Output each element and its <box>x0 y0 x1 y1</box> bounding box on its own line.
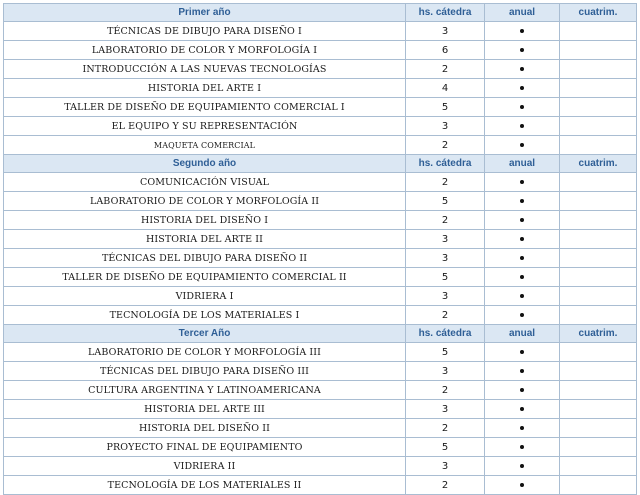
subject-row <box>4 249 637 268</box>
annual-bullet-icon <box>520 218 524 222</box>
subject-row <box>4 343 637 362</box>
subject-row <box>4 438 637 457</box>
annual-bullet-icon <box>520 67 524 71</box>
subject-row <box>4 230 637 249</box>
annual-bullet-icon <box>520 199 524 203</box>
subject-row <box>4 136 637 155</box>
annual-cell <box>485 438 560 457</box>
annual-cell <box>485 476 560 495</box>
subject-row <box>4 381 637 400</box>
subject-name: LABORATORIO DE COLOR Y MORFOLOGÍA I <box>4 41 406 60</box>
subject-hours: 3 <box>406 230 485 249</box>
annual-cell <box>485 192 560 211</box>
year-header-row <box>4 4 637 22</box>
cuatrim-cell <box>560 117 637 136</box>
subject-hours: 2 <box>406 306 485 325</box>
subject-hours: 5 <box>406 98 485 117</box>
annual-bullet-icon <box>520 313 524 317</box>
subject-name: TÉCNICAS DE DIBUJO PARA DISEÑO I <box>4 22 406 41</box>
annual-bullet-icon <box>520 86 524 90</box>
annual-column-header: anual <box>485 155 560 173</box>
subject-row <box>4 306 637 325</box>
annual-bullet-icon <box>520 48 524 52</box>
cuatrim-cell <box>560 306 637 325</box>
subject-name: HISTORIA DEL ARTE III <box>4 400 406 419</box>
annual-cell <box>485 343 560 362</box>
subject-name: HISTORIA DEL DISEÑO II <box>4 419 406 438</box>
year-header-row <box>4 155 637 173</box>
year-title: Primer año <box>4 4 406 22</box>
cuatrim-cell <box>560 381 637 400</box>
subject-name: TALLER DE DISEÑO DE EQUIPAMIENTO COMERCIAL II <box>4 268 406 287</box>
cuatrim-cell <box>560 400 637 419</box>
subject-row <box>4 419 637 438</box>
subject-row <box>4 60 637 79</box>
annual-cell <box>485 211 560 230</box>
cuatrim-cell <box>560 60 637 79</box>
annual-bullet-icon <box>520 369 524 373</box>
subject-hours: 3 <box>406 400 485 419</box>
cuatrim-cell <box>560 22 637 41</box>
annual-bullet-icon <box>520 105 524 109</box>
annual-bullet-icon <box>520 445 524 449</box>
cuatrim-cell <box>560 98 637 117</box>
annual-cell <box>485 249 560 268</box>
annual-cell <box>485 419 560 438</box>
subject-name: TECNOLOGÍA DE LOS MATERIALES I <box>4 306 406 325</box>
hours-column-header: hs. cátedra <box>406 4 485 22</box>
subject-row <box>4 173 637 192</box>
cuatrim-cell <box>560 173 637 192</box>
annual-cell <box>485 136 560 155</box>
subject-row <box>4 79 637 98</box>
annual-bullet-icon <box>520 237 524 241</box>
subject-hours: 2 <box>406 419 485 438</box>
annual-cell <box>485 268 560 287</box>
subject-hours: 5 <box>406 438 485 457</box>
subject-name: TECNOLOGÍA DE LOS MATERIALES II <box>4 476 406 495</box>
cuatrim-cell <box>560 476 637 495</box>
subject-hours: 2 <box>406 60 485 79</box>
subject-row <box>4 362 637 381</box>
cuatrim-cell <box>560 41 637 60</box>
cuatrim-column-header: cuatrim. <box>560 155 637 173</box>
subject-hours: 5 <box>406 268 485 287</box>
annual-bullet-icon <box>520 388 524 392</box>
subject-name: HISTORIA DEL DISEÑO I <box>4 211 406 230</box>
annual-bullet-icon <box>520 256 524 260</box>
subject-hours: 5 <box>406 192 485 211</box>
subject-row <box>4 98 637 117</box>
cuatrim-cell <box>560 79 637 98</box>
annual-bullet-icon <box>520 180 524 184</box>
subject-hours: 2 <box>406 381 485 400</box>
subject-name: LABORATORIO DE COLOR Y MORFOLOGÍA II <box>4 192 406 211</box>
annual-cell <box>485 457 560 476</box>
cuatrim-cell <box>560 362 637 381</box>
subject-row <box>4 287 637 306</box>
cuatrim-cell <box>560 268 637 287</box>
annual-cell <box>485 287 560 306</box>
subject-name: TÉCNICAS DEL DIBUJO PARA DISEÑO III <box>4 362 406 381</box>
subject-name: COMUNICACIÓN VISUAL <box>4 173 406 192</box>
subject-hours: 3 <box>406 362 485 381</box>
cuatrim-cell <box>560 136 637 155</box>
cuatrim-column-header: cuatrim. <box>560 325 637 343</box>
subject-hours: 2 <box>406 476 485 495</box>
subject-row <box>4 117 637 136</box>
annual-cell <box>485 41 560 60</box>
subject-name: TÉCNICAS DEL DIBUJO PARA DISEÑO II <box>4 249 406 268</box>
subject-name: TALLER DE DISEÑO DE EQUIPAMIENTO COMERCIAL I <box>4 98 406 117</box>
annual-cell <box>485 230 560 249</box>
cuatrim-cell <box>560 249 637 268</box>
annual-bullet-icon <box>520 350 524 354</box>
subject-row <box>4 457 637 476</box>
annual-cell <box>485 400 560 419</box>
subject-row <box>4 400 637 419</box>
subject-hours: 5 <box>406 343 485 362</box>
cuatrim-cell <box>560 438 637 457</box>
year-title: Segundo año <box>4 155 406 173</box>
annual-bullet-icon <box>520 294 524 298</box>
subject-hours: 3 <box>406 457 485 476</box>
subject-row <box>4 41 637 60</box>
cuatrim-cell <box>560 343 637 362</box>
annual-cell <box>485 98 560 117</box>
subject-row <box>4 22 637 41</box>
subject-name: PROYECTO FINAL DE EQUIPAMIENTO <box>4 438 406 457</box>
subject-hours: 3 <box>406 249 485 268</box>
cuatrim-column-header: cuatrim. <box>560 4 637 22</box>
curriculum-body <box>4 4 637 495</box>
year-title: Tercer Año <box>4 325 406 343</box>
cuatrim-cell <box>560 230 637 249</box>
cuatrim-cell <box>560 192 637 211</box>
annual-cell <box>485 306 560 325</box>
subject-hours: 2 <box>406 173 485 192</box>
annual-column-header: anual <box>485 4 560 22</box>
subject-name: EL EQUIPO Y SU REPRESENTACIÓN <box>4 117 406 136</box>
annual-bullet-icon <box>520 143 524 147</box>
subject-name: LABORATORIO DE COLOR Y MORFOLOGÍA III <box>4 343 406 362</box>
subject-hours: 4 <box>406 79 485 98</box>
annual-cell <box>485 362 560 381</box>
curriculum-table <box>3 3 637 495</box>
subject-row <box>4 211 637 230</box>
subject-hours: 3 <box>406 22 485 41</box>
annual-cell <box>485 79 560 98</box>
annual-bullet-icon <box>520 29 524 33</box>
annual-cell <box>485 173 560 192</box>
annual-cell <box>485 22 560 41</box>
annual-bullet-icon <box>520 464 524 468</box>
subject-name: VIDRIERA II <box>4 457 406 476</box>
annual-bullet-icon <box>520 124 524 128</box>
hours-column-header: hs. cátedra <box>406 155 485 173</box>
annual-bullet-icon <box>520 275 524 279</box>
subject-name: HISTORIA DEL ARTE II <box>4 230 406 249</box>
subject-hours: 3 <box>406 287 485 306</box>
annual-cell <box>485 60 560 79</box>
subject-hours: 3 <box>406 117 485 136</box>
annual-bullet-icon <box>520 426 524 430</box>
hours-column-header: hs. cátedra <box>406 325 485 343</box>
subject-row <box>4 268 637 287</box>
subject-hours: 6 <box>406 41 485 60</box>
cuatrim-cell <box>560 211 637 230</box>
subject-name: VIDRIERA I <box>4 287 406 306</box>
cuatrim-cell <box>560 457 637 476</box>
subject-hours: 2 <box>406 136 485 155</box>
subject-row <box>4 476 637 495</box>
annual-cell <box>485 117 560 136</box>
subject-name: CULTURA ARGENTINA Y LATINOAMERICANA <box>4 381 406 400</box>
annual-column-header: anual <box>485 325 560 343</box>
annual-bullet-icon <box>520 407 524 411</box>
subject-name: MAQUETA COMERCIAL <box>4 136 406 155</box>
cuatrim-cell <box>560 287 637 306</box>
annual-cell <box>485 381 560 400</box>
cuatrim-cell <box>560 419 637 438</box>
year-header-row <box>4 325 637 343</box>
subject-row <box>4 192 637 211</box>
subject-hours: 2 <box>406 211 485 230</box>
subject-name: INTRODUCCIÓN A LAS NUEVAS TECNOLOGÍAS <box>4 60 406 79</box>
subject-name: HISTORIA DEL ARTE I <box>4 79 406 98</box>
